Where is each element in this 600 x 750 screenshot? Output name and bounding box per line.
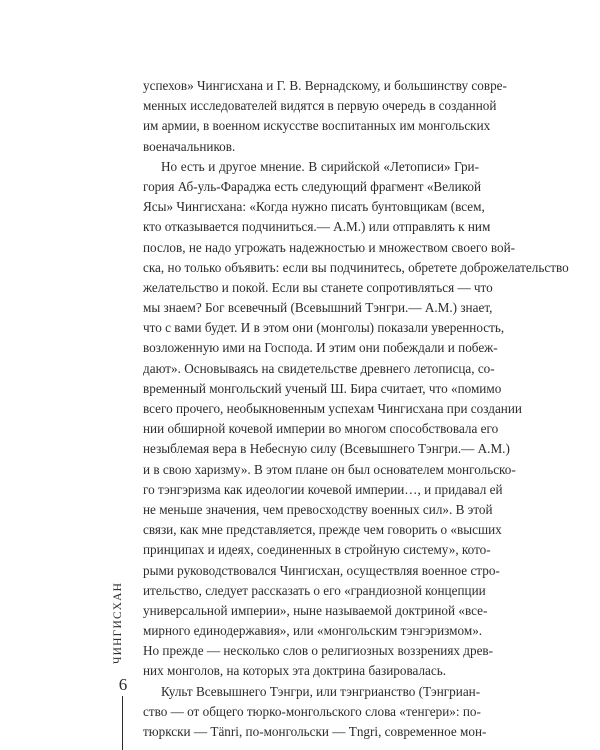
- text-line: тюркски — Tänri, по-монгольски — Tngri, современное мон-: [143, 724, 487, 739]
- text-line: дают». Основываясь на свидетельстве древнего летописца, со-: [143, 360, 495, 376]
- text-line: успехов» Чингисхана и Г. В. Вернадскому, и большинству совре-: [143, 78, 507, 93]
- text-line: послов, не надо угрожать надежностью и множеством своего вой-: [143, 239, 516, 255]
- text-line: нии обширной кочевой империи во многом способствовала его: [143, 421, 499, 437]
- running-header: ЧИНГИСХАН: [112, 581, 124, 664]
- margin-rule: [122, 696, 123, 750]
- text-line: всего прочего, необыкновенным успехам Чингисхана при создании: [143, 401, 522, 416]
- body-text: [143, 76, 569, 742]
- text-line: го тэнгэризма как идеологии кочевой империи…, и придавал ей: [143, 481, 503, 497]
- text-line: мы знаем? Бог всевечный (Всевышний Тэнгри.— А.М.) знает,: [143, 300, 493, 316]
- text-line: менных исследователей видятся в первую очередь в созданной: [143, 98, 497, 114]
- text-line: возложенную ими на Господа. И этим они побеждали и побеж-: [143, 340, 498, 356]
- text-line: военачальников.: [143, 138, 236, 154]
- text-line: гория Аб-уль-Фараджа есть следующий фрагмент «Великой: [143, 178, 482, 194]
- text-line: желательство и покой. Если вы станете сопротивляться — что: [143, 279, 493, 295]
- text-line: Культ Всевышнего Тэнгри, или тэнгрианство (Тэнгриан-: [161, 683, 481, 699]
- text-line: универсальной империи», ныне называемой доктриной «все-: [143, 602, 488, 618]
- text-line: мирного единодержавия», или «монгольским тэнгэризмом».: [143, 623, 483, 639]
- text-line: и в свою харизму». В этом плане он был основателем монгольско-: [143, 461, 516, 477]
- text-line: Ясы» Чингисхана: «Когда нужно писать бунтовщикам (всем,: [143, 199, 485, 215]
- text-line: связи, как мне представляется, прежде чем говорить о «высших: [143, 522, 502, 538]
- text-line: Но есть и другое мнение. В сирийской «Летописи» Гри-: [161, 158, 479, 174]
- text-line: ительство, следует рассказать о его «грандиозной концепции: [143, 582, 486, 598]
- text-line: них монголов, на которых эта доктрина базировалась.: [143, 663, 447, 679]
- text-line: Но прежде — несколько слов о религиозных воззрениях древ-: [143, 643, 494, 659]
- text-line: незыблемая вера в Небесную силу (Всевышнего Тэнгри.— А.М.): [143, 441, 510, 457]
- text-line: кто отказывается подчиниться.— А.М.) или отправлять к ним: [143, 219, 491, 235]
- text-line: не меньше значения, чем превосходству военных сил». В этой: [143, 501, 493, 517]
- page-number: 6: [118, 675, 128, 694]
- text-line: принципах и идеях, соединенных в стройную систему», кото-: [143, 542, 491, 558]
- text-line: временный монгольский ученый Ш. Бира считает, что «помимо: [143, 380, 502, 396]
- text-line: ска, но только объявить: если вы подчинитесь, обретете доброжелательство: [143, 259, 569, 275]
- text-line: ство — от общего тюрко-монгольского слова «тенгери»: по-: [143, 703, 481, 719]
- text-line: что с вами будет. И в этом они (монголы) показали уверенность,: [143, 320, 505, 336]
- text-line: им армии, в военном искусстве воспитанных им монгольских: [143, 118, 491, 134]
- text-line: рыми руководствовался Чингисхан, осуществляя военное стро-: [143, 562, 500, 578]
